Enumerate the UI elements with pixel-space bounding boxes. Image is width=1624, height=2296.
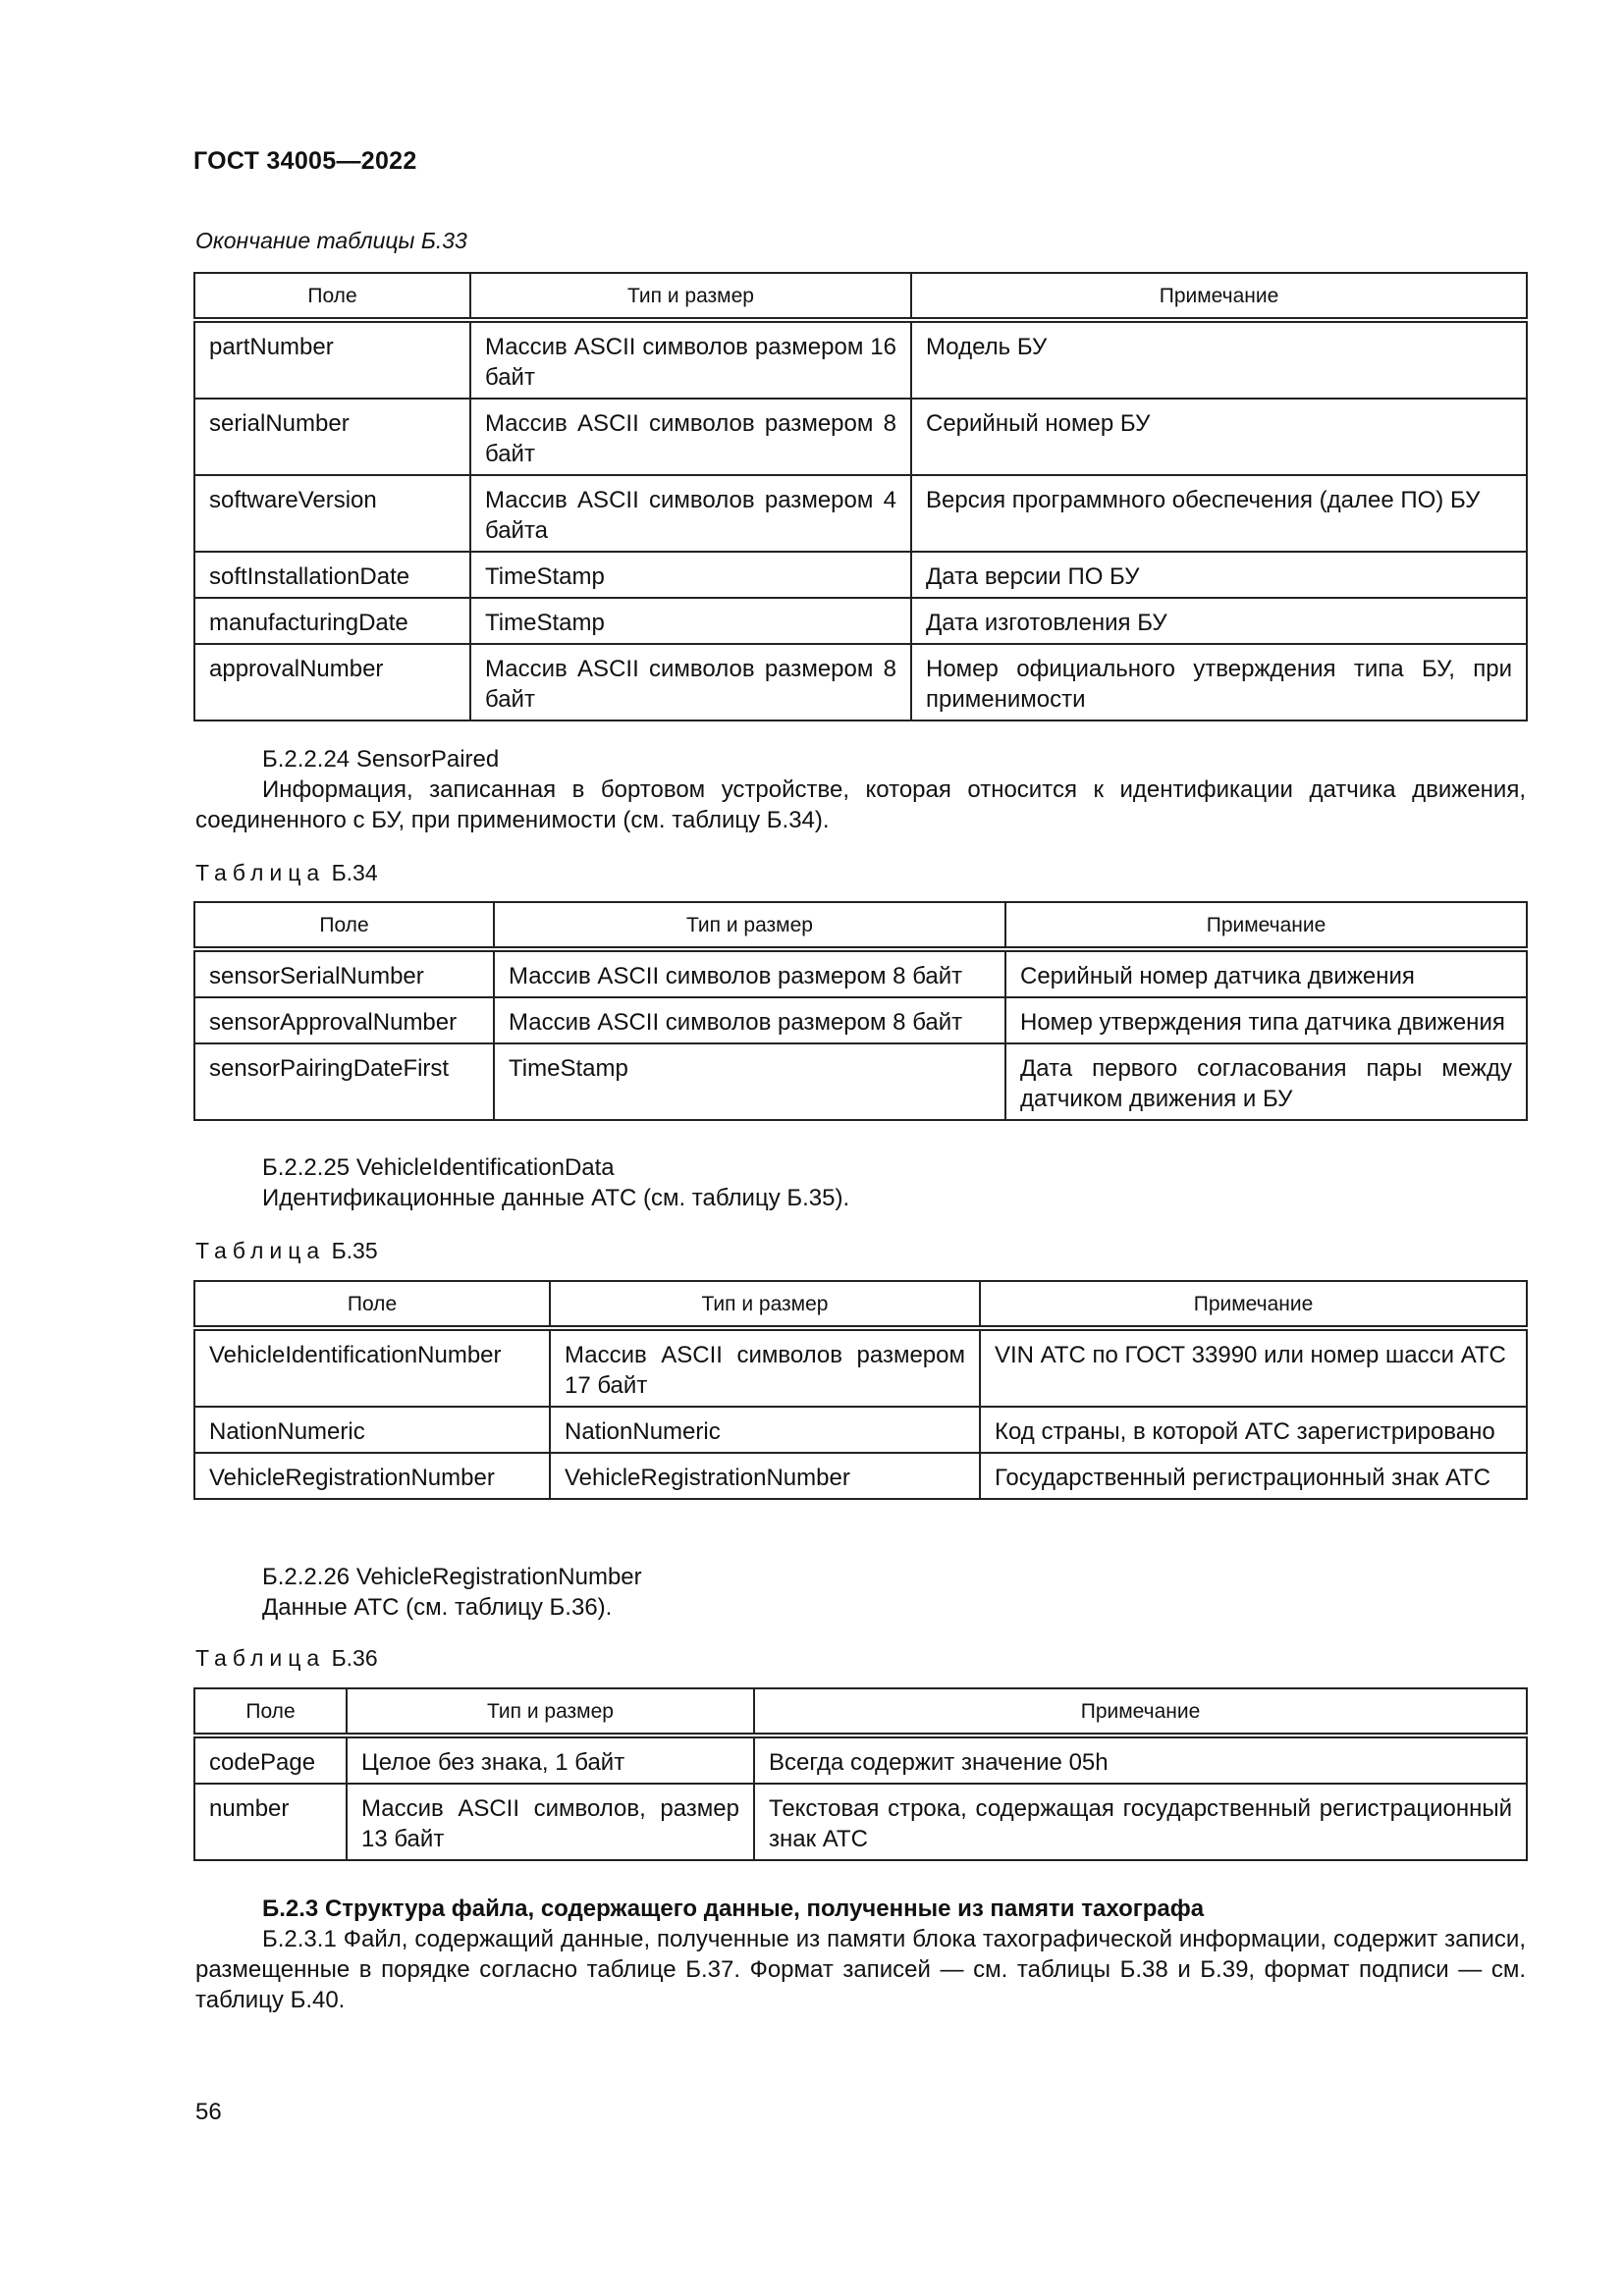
column-header: Поле xyxy=(194,1281,550,1328)
cell-type: NationNumeric xyxy=(550,1407,980,1453)
cell-field: approvalNumber xyxy=(194,644,470,721)
cell-field: codePage xyxy=(194,1735,347,1784)
cell-type: TimeStamp xyxy=(470,598,911,644)
column-header: Примечание xyxy=(911,273,1527,320)
cell-field: number xyxy=(194,1784,347,1860)
cell-note: Дата первого согласования пары между датчиком движения и БУ xyxy=(1005,1043,1527,1120)
cell-note: Серийный номер датчика движения xyxy=(1005,949,1527,997)
section-text: Информация, записанная в бортовом устройстве, которая относится к идентификации датчика движения, соединенного с БУ, при применимости (см. таблицу Б.34). xyxy=(195,776,1526,833)
caption-word: Таблица xyxy=(195,860,326,885)
cell-field: softInstallationDate xyxy=(194,552,470,598)
table-b33-caption: Окончание таблицы Б.33 xyxy=(195,228,467,253)
table-b36-caption xyxy=(195,1645,378,1672)
caption-number: Б.36 xyxy=(331,1645,378,1671)
section-heading: Б.2.2.25 VehicleIdentificationData xyxy=(262,1154,615,1181)
cell-field: serialNumber xyxy=(194,399,470,475)
table-row xyxy=(194,475,1527,552)
section-b23 xyxy=(195,1894,1526,2015)
cell-field: sensorSerialNumber xyxy=(194,949,494,997)
section-b2224 xyxy=(195,744,1526,835)
section-heading: Б.2.2.24 SensorPaired xyxy=(262,746,500,773)
cell-note: VIN АТС по ГОСТ 33990 или номер шасси АТС xyxy=(980,1328,1527,1407)
table-row xyxy=(194,1784,1527,1860)
table-row xyxy=(194,949,1527,997)
column-header: Тип и размер xyxy=(470,273,911,320)
cell-note: Серийный номер БУ xyxy=(911,399,1527,475)
column-header: Тип и размер xyxy=(347,1688,754,1735)
cell-type: VehicleRegistrationNumber xyxy=(550,1453,980,1499)
cell-note: Дата версии ПО БУ xyxy=(911,552,1527,598)
cell-type: Массив ASCII символов размером 17 байт xyxy=(550,1328,980,1407)
cell-field: VehicleRegistrationNumber xyxy=(194,1453,550,1499)
cell-note: Код страны, в которой АТС зарегистрировано xyxy=(980,1407,1527,1453)
cell-type: Массив ASCII символов размером 16 байт xyxy=(470,320,911,399)
table-row xyxy=(194,1043,1527,1120)
column-header: Поле xyxy=(194,1688,347,1735)
column-header: Поле xyxy=(194,273,470,320)
table-row xyxy=(194,320,1527,399)
cell-note: Модель БУ xyxy=(911,320,1527,399)
cell-type: Массив ASCII символов размером 8 байт xyxy=(470,399,911,475)
cell-type: Массив ASCII символов, размер 13 байт xyxy=(347,1784,754,1860)
cell-type: Массив ASCII символов размером 8 байт xyxy=(470,644,911,721)
column-header: Тип и размер xyxy=(494,902,1005,949)
cell-type: TimeStamp xyxy=(494,1043,1005,1120)
table-b35 xyxy=(193,1280,1528,1500)
cell-field: partNumber xyxy=(194,320,470,399)
cell-note: Номер утверждения типа датчика движения xyxy=(1005,997,1527,1043)
caption-word: Таблица xyxy=(195,1645,326,1671)
cell-field: softwareVersion xyxy=(194,475,470,552)
cell-note: Версия программного обеспечения (далее ПО) БУ xyxy=(911,475,1527,552)
cell-type: Массив ASCII символов размером 4 байта xyxy=(470,475,911,552)
column-header: Примечание xyxy=(754,1688,1527,1735)
caption-number: Б.34 xyxy=(331,860,378,885)
cell-field: NationNumeric xyxy=(194,1407,550,1453)
table-row xyxy=(194,644,1527,721)
column-header: Тип и размер xyxy=(550,1281,980,1328)
section-text: Б.2.3.1 Файл, содержащий данные, полученные из памяти блока тахографической информации, содержит записи, размещенные в порядке согласно таблице Б.37. Формат записей — см. таблицы Б.38 и Б.39, формат подписи — см. таблицу Б.40. xyxy=(195,1926,1526,2013)
cell-note: Всегда содержит значение 05h xyxy=(754,1735,1527,1784)
column-header: Примечание xyxy=(980,1281,1527,1328)
table-b34 xyxy=(193,901,1528,1121)
cell-type: TimeStamp xyxy=(470,552,911,598)
table-row xyxy=(194,1407,1527,1453)
section-text: Данные АТС (см. таблицу Б.36). xyxy=(262,1594,613,1621)
caption-word: Таблица xyxy=(195,1238,326,1263)
column-header: Примечание xyxy=(1005,902,1527,949)
table-row xyxy=(194,1735,1527,1784)
section-b2225 xyxy=(195,1152,1526,1213)
document-header: ГОСТ 34005—2022 xyxy=(193,147,417,175)
section-heading: Б.2.3 Структура файла, содержащего данные, полученные из памяти тахографа xyxy=(262,1896,1205,1922)
section-heading: Б.2.2.26 VehicleRegistrationNumber xyxy=(262,1564,642,1590)
section-b2226 xyxy=(195,1562,1526,1623)
cell-field: VehicleIdentificationNumber xyxy=(194,1328,550,1407)
section-text: Идентификационные данные АТС (см. таблицу Б.35). xyxy=(262,1185,850,1211)
caption-number: Б.35 xyxy=(331,1238,378,1263)
table-row xyxy=(194,552,1527,598)
table-row xyxy=(194,598,1527,644)
table-b35-caption xyxy=(195,1238,378,1264)
table-row xyxy=(194,1328,1527,1407)
cell-field: manufacturingDate xyxy=(194,598,470,644)
cell-note: Текстовая строка, содержащая государственный регистрационный знак АТС xyxy=(754,1784,1527,1860)
table-row xyxy=(194,399,1527,475)
column-header: Поле xyxy=(194,902,494,949)
cell-type: Целое без знака, 1 байт xyxy=(347,1735,754,1784)
page-number: 56 xyxy=(195,2099,222,2125)
cell-type: Массив ASCII символов размером 8 байт xyxy=(494,997,1005,1043)
cell-type: Массив ASCII символов размером 8 байт xyxy=(494,949,1005,997)
table-b36 xyxy=(193,1687,1528,1861)
cell-field: sensorApprovalNumber xyxy=(194,997,494,1043)
table-row xyxy=(194,1453,1527,1499)
cell-note: Государственный регистрационный знак АТС xyxy=(980,1453,1527,1499)
table-b33 xyxy=(193,272,1528,721)
cell-note: Номер официального утверждения типа БУ, при применимости xyxy=(911,644,1527,721)
table-b34-caption xyxy=(195,860,378,886)
cell-field: sensorPairingDateFirst xyxy=(194,1043,494,1120)
table-row xyxy=(194,997,1527,1043)
cell-note: Дата изготовления БУ xyxy=(911,598,1527,644)
